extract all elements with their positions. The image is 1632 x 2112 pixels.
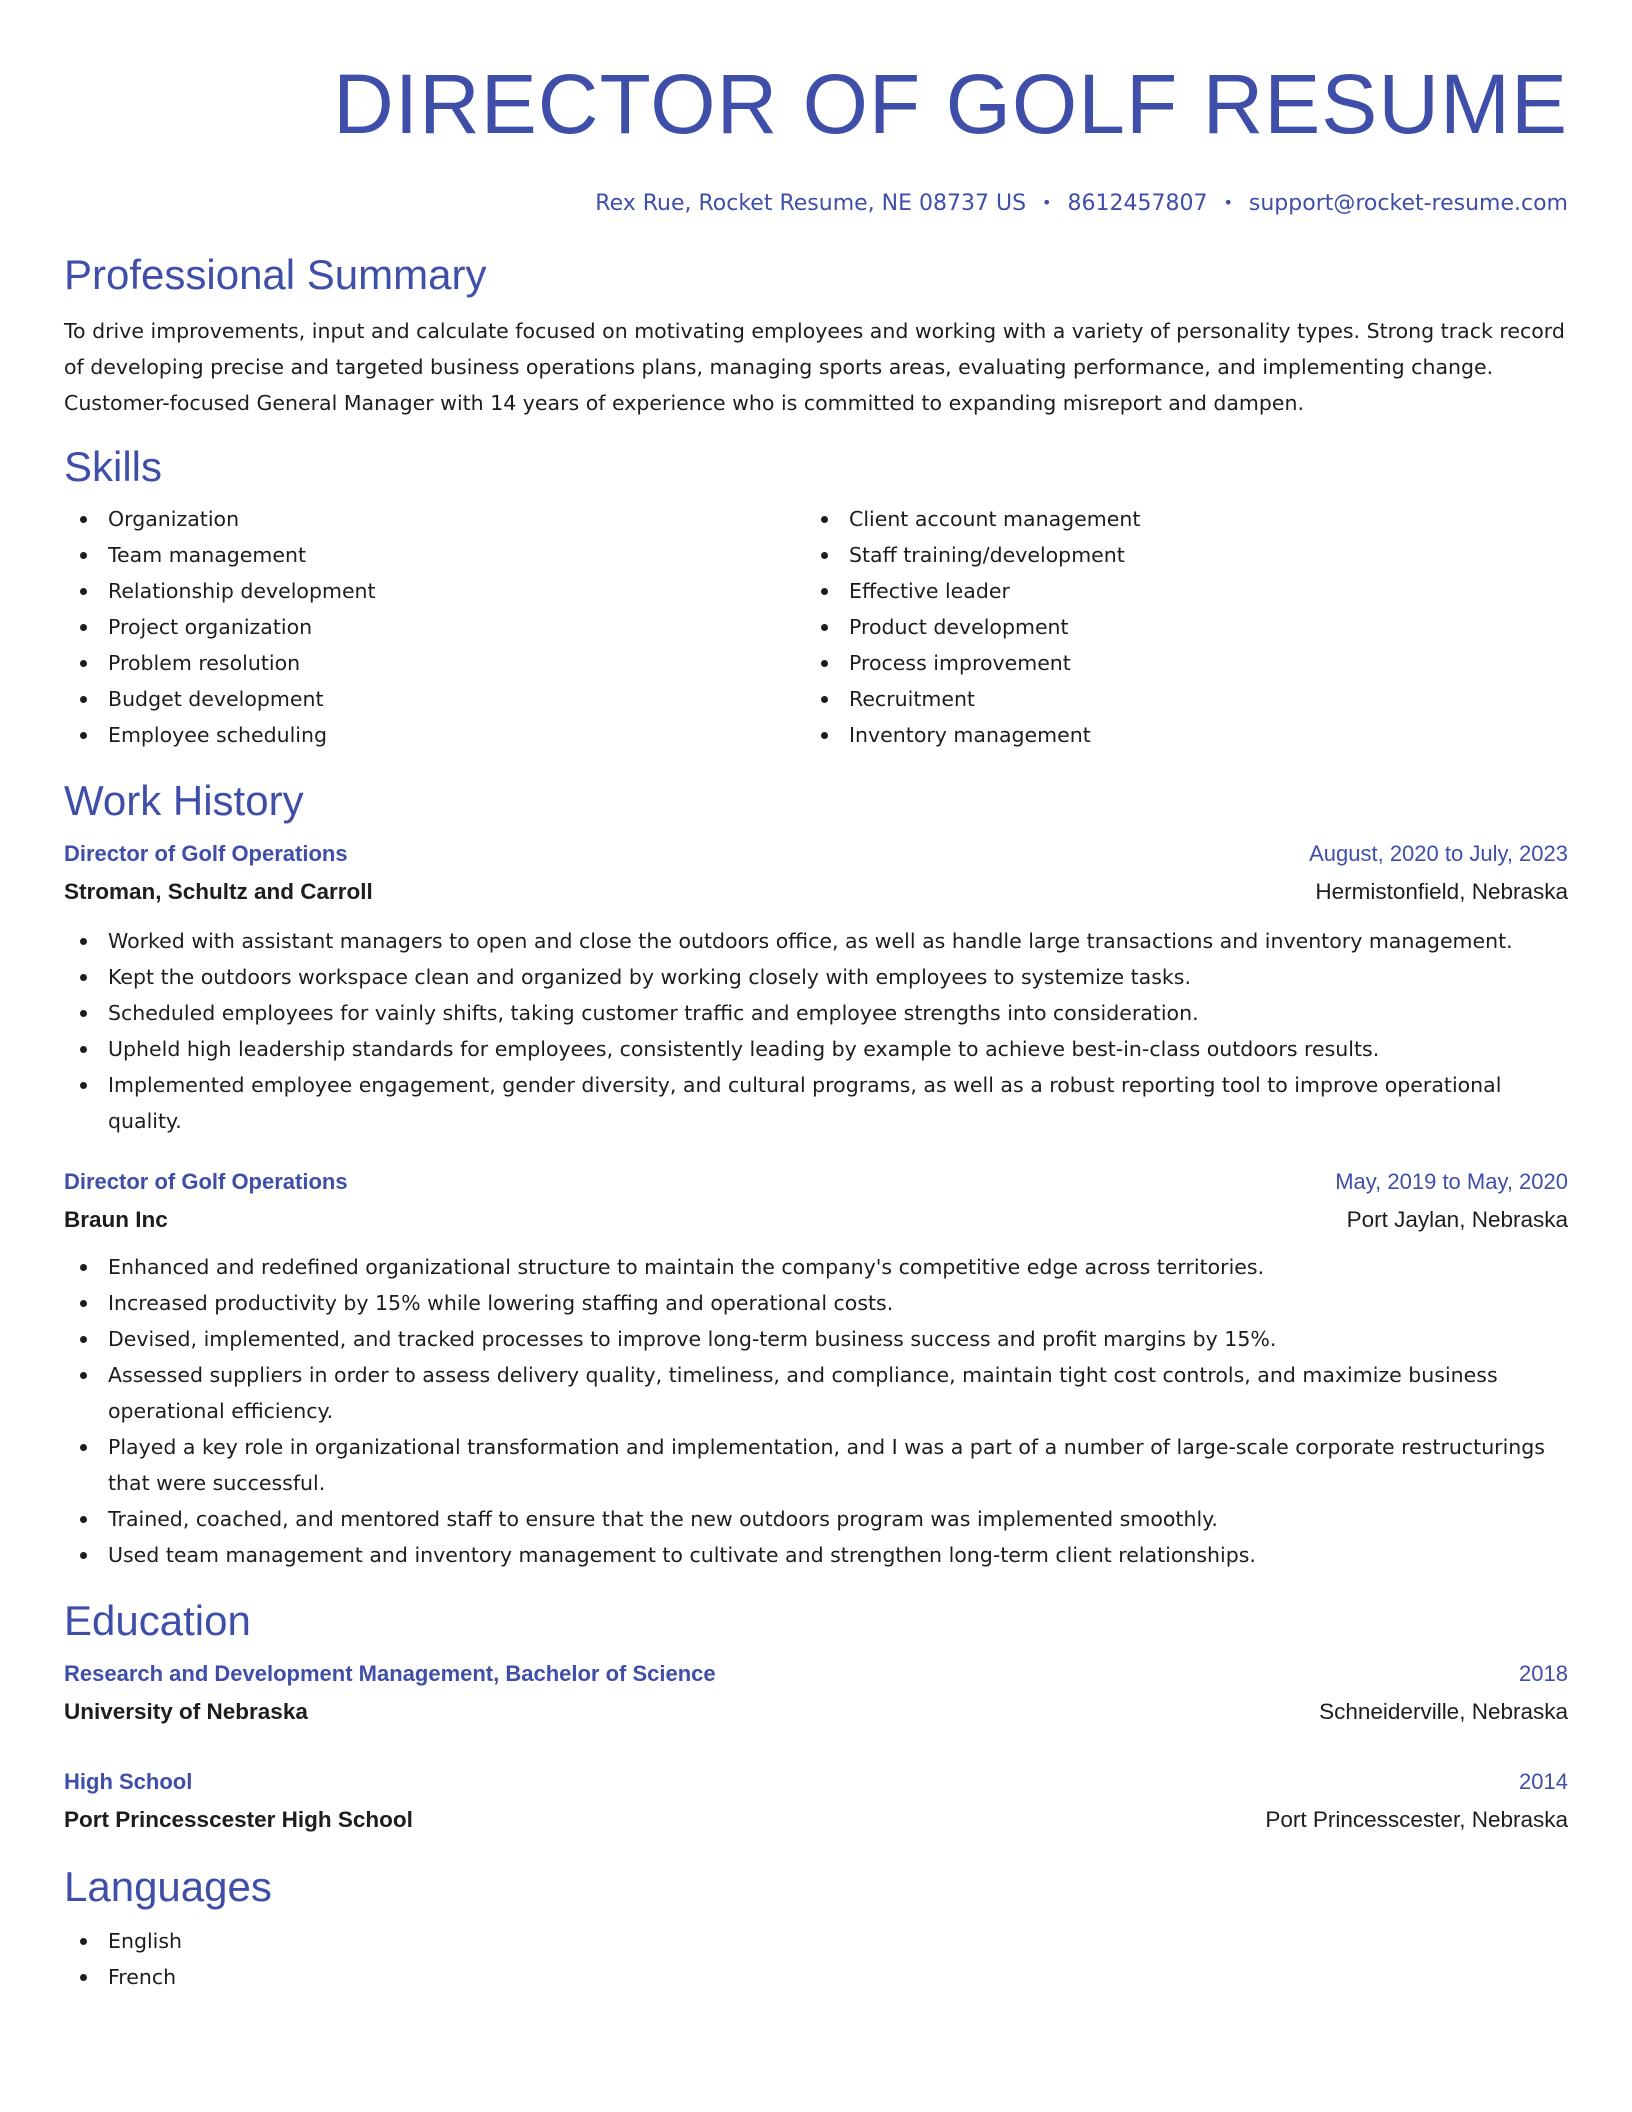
languages-heading: Languages [64, 1863, 272, 1910]
skills-column-right [805, 501, 1546, 753]
job-title: Director of Golf Operations [64, 1169, 348, 1194]
skills-heading: Skills [64, 443, 163, 490]
summary-heading: Professional Summary [64, 251, 487, 298]
job-title: Director of Golf Operations [64, 841, 348, 866]
job-bullet: Enhanced and redefined organizational structure to maintain the company's competitive edge across territories. [64, 1249, 1568, 1285]
education-location: Port Princesscester, Nebraska [1265, 1807, 1568, 1832]
job-bullets [64, 923, 1568, 1139]
education-location: Schneiderville, Nebraska [1319, 1699, 1568, 1724]
job-dates: May, 2019 to May, 2020 [1335, 1169, 1568, 1194]
language-item: French [64, 1959, 1568, 1995]
skills-list [64, 501, 1568, 753]
resume-title: DIRECTOR OF GOLF RESUME [333, 57, 1568, 151]
skill-item: Problem resolution [64, 645, 805, 681]
education-entry [64, 1763, 1568, 1839]
skill-item: Product development [805, 609, 1546, 645]
languages-list [64, 1923, 1568, 1995]
skill-item: Team management [64, 537, 805, 573]
resume-page [64, 50, 1568, 1995]
contact-email[interactable]: support@rocket-resume.com [1248, 191, 1568, 216]
education-year: 2014 [1519, 1769, 1568, 1794]
education-subheader [64, 1693, 1568, 1731]
job-bullet: Worked with assistant managers to open and close the outdoors office, as well as handle large transactions and inventory management. [64, 923, 1568, 959]
education-school: University of Nebraska [64, 1699, 308, 1724]
job-bullet: Trained, coached, and mentored staff to ensure that the new outdoors program was implemented smoothly. [64, 1501, 1568, 1537]
skill-item: Staff training/development [805, 537, 1546, 573]
skills-column-left [64, 501, 805, 753]
skill-item: Client account management [805, 501, 1546, 537]
skill-item: Employee scheduling [64, 717, 805, 753]
job-company: Braun Inc [64, 1207, 168, 1232]
education-header [64, 1655, 1568, 1693]
job-entry [64, 835, 1568, 1139]
job-bullet: Used team management and inventory management to cultivate and strengthen long-term client relationships. [64, 1537, 1568, 1573]
skill-item: Effective leader [805, 573, 1546, 609]
contact-phone: 8612457807 [1067, 191, 1208, 216]
education-entry [64, 1655, 1568, 1731]
education-year: 2018 [1519, 1661, 1568, 1686]
job-bullet: Scheduled employees for vainly shifts, taking customer traffic and employee strengths into consideration. [64, 995, 1568, 1031]
contact-separator: • [1223, 193, 1233, 212]
job-dates: August, 2020 to July, 2023 [1309, 841, 1568, 866]
contact-separator: • [1042, 193, 1052, 212]
job-header [64, 1163, 1568, 1201]
job-bullet: Implemented employee engagement, gender diversity, and cultural programs, as well as a robust reporting tool to improve operational quality. [64, 1067, 1568, 1139]
job-location: Hermistonfield, Nebraska [1315, 879, 1568, 904]
job-header [64, 835, 1568, 873]
job-bullets [64, 1249, 1568, 1573]
language-item: English [64, 1923, 1568, 1959]
education-header [64, 1763, 1568, 1801]
job-entry [64, 1163, 1568, 1573]
contact-line [64, 188, 1568, 221]
job-bullet: Assessed suppliers in order to assess delivery quality, timeliness, and compliance, maintain tight cost controls, and maximize business operational efficiency. [64, 1357, 1568, 1429]
job-subheader [64, 873, 1568, 911]
job-bullet: Devised, implemented, and tracked processes to improve long-term business success and profit margins by 15%. [64, 1321, 1568, 1357]
skill-item: Inventory management [805, 717, 1546, 753]
education-degree: High School [64, 1769, 193, 1794]
job-subheader [64, 1201, 1568, 1239]
summary-text: To drive improvements, input and calculate focused on motivating employees and working with a variety of personality types. Strong track record of developing precise and targeted business operations plans, managing sports areas, evaluating performance, and implementing change. Customer-focused General Manager with 14 years of experience who is committed to expanding misreport and dampen. [64, 319, 1565, 415]
education-school: Port Princesscester High School [64, 1807, 413, 1832]
job-bullet: Kept the outdoors workspace clean and organized by working closely with employees to systemize tasks. [64, 959, 1568, 995]
education-subheader [64, 1801, 1568, 1839]
skill-item: Recruitment [805, 681, 1546, 717]
education-degree: Research and Development Management, Bachelor of Science [64, 1661, 716, 1686]
job-bullet: Increased productivity by 15% while lowering staffing and operational costs. [64, 1285, 1568, 1321]
skill-item: Process improvement [805, 645, 1546, 681]
contact-address: Rex Rue, Rocket Resume, NE 08737 US [595, 191, 1027, 216]
education-heading: Education [64, 1597, 251, 1644]
skill-item: Organization [64, 501, 805, 537]
job-company: Stroman, Schultz and Carroll [64, 879, 373, 904]
job-location: Port Jaylan, Nebraska [1346, 1207, 1568, 1232]
work-heading: Work History [64, 777, 304, 824]
skill-item: Relationship development [64, 573, 805, 609]
skill-item: Budget development [64, 681, 805, 717]
job-bullet: Upheld high leadership standards for employees, consistently leading by example to achieve best-in-class outdoors results. [64, 1031, 1568, 1067]
job-bullet: Played a key role in organizational transformation and implementation, and I was a part of a number of large-scale corporate restructurings that were successful. [64, 1429, 1568, 1501]
skill-item: Project organization [64, 609, 805, 645]
